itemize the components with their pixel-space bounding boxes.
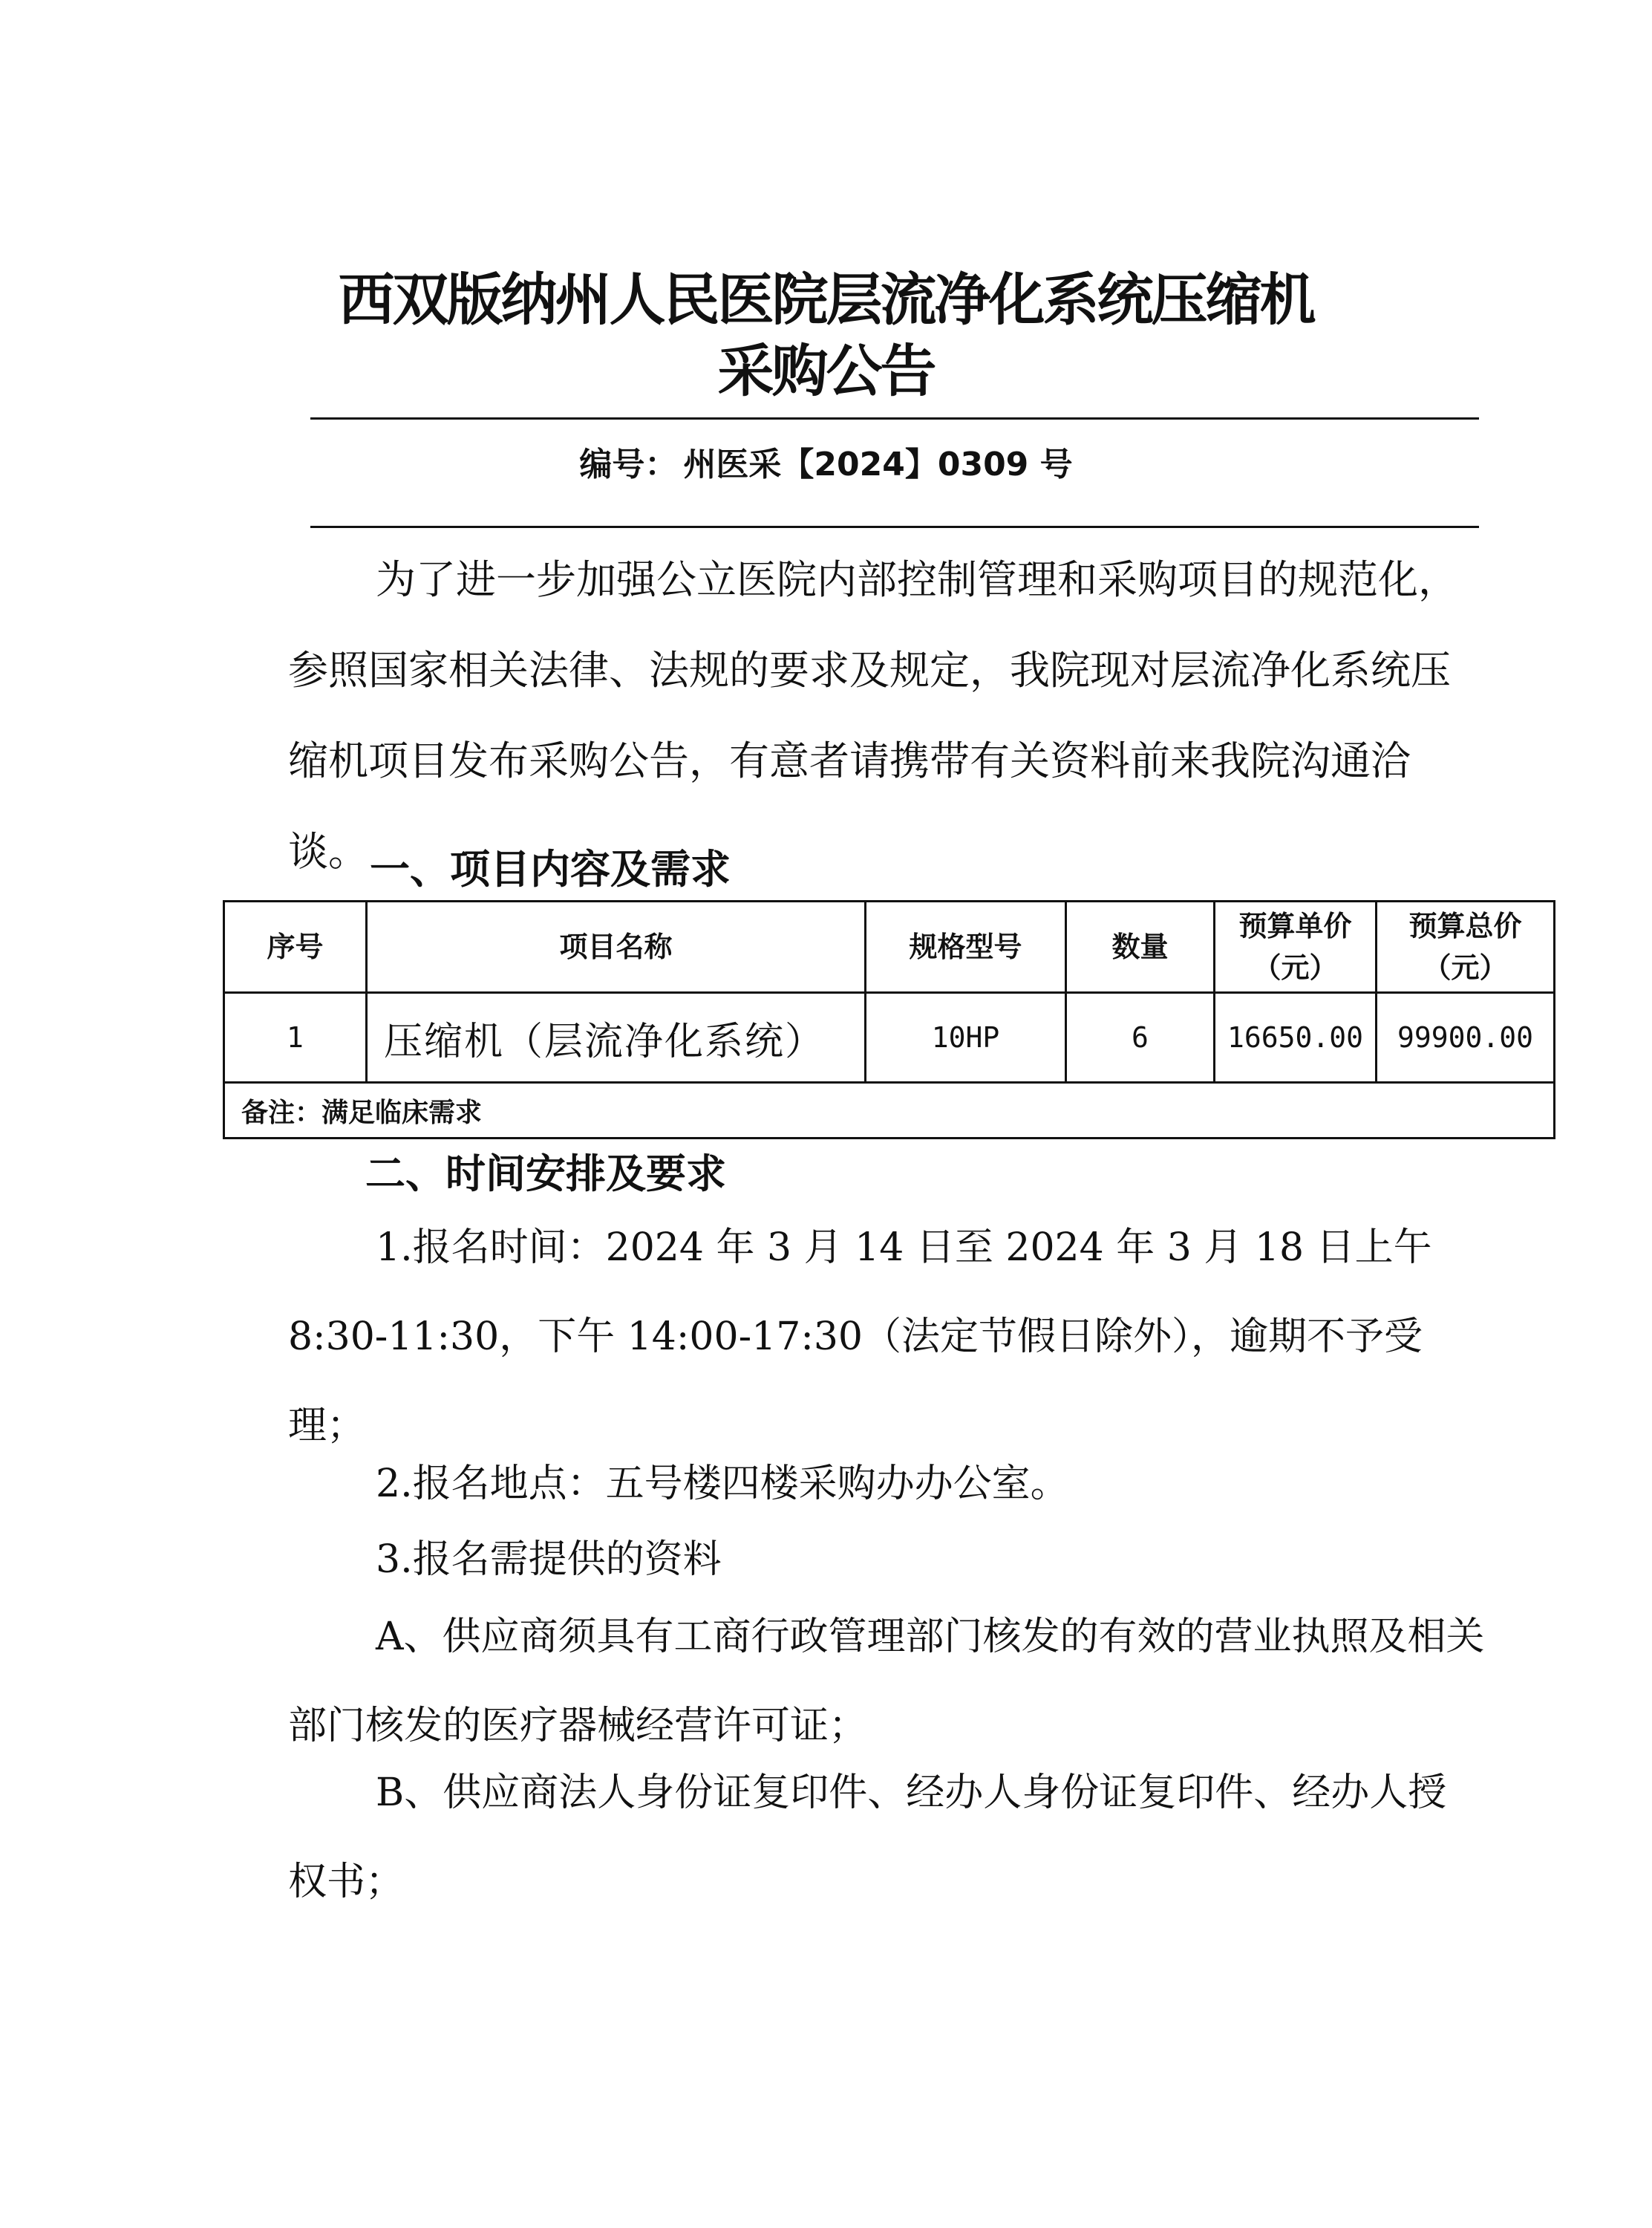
col-header-quantity: 数量 (1066, 902, 1215, 993)
procurement-table (223, 900, 1555, 1139)
document-title-line-1: 西双版纳州人民医院层流净化系统压缩机 (338, 267, 1314, 333)
section-1-heading: 一、项目内容及需求 (370, 846, 731, 893)
requirement-item-3: 3.报名需提供的资料 (376, 1537, 722, 1582)
requirement-item-2: 2.报名地点：五号楼四楼采购办办公室。 (376, 1462, 1069, 1506)
cell-item-name: 压缩机（层流净化系统） (367, 993, 866, 1083)
requirement-item-b: B、供应商法人身份证复印件、经办人身份证复印件、经办人授权书； (288, 1771, 1447, 1904)
requirement-item-1: 1.报名时间：2024 年 3 月 14 日至 2024 年 3 月 18 日上午 8:30-11:30，下午 14:00-17:30（法定节假日除外），逾期不予受理； (288, 1225, 1432, 1448)
document-number (0, 441, 1652, 489)
table-header-row (224, 902, 1555, 993)
cell-unit-budget: 16650.00 (1215, 993, 1377, 1083)
table-row (224, 993, 1555, 1083)
cell-total-budget: 99900.00 (1377, 993, 1555, 1083)
col-header-total-budget: 预算总价（元） (1377, 902, 1555, 993)
title-divider-bottom (310, 526, 1479, 528)
requirement-item-a: A、供应商须具有工商行政管理部门核发的有效的营业执照及相关部门核发的医疗器械经营许可证； (288, 1615, 1485, 1748)
document-title-line-2: 采购公告 (717, 338, 935, 404)
cell-spec: 10HP (866, 993, 1066, 1083)
table-note-row (224, 1083, 1555, 1139)
table-note: 备注：满足临床需求 (224, 1083, 1555, 1139)
document-number-value: 州医采【2024】0309 号 (683, 446, 1073, 483)
intro-paragraph: 为了进一步加强公立医院内部控制管理和采购项目的规范化，参照国家相关法律、法规的要求及规定，我院现对层流净化系统压缩机项目发布采购公告，有意者请携带有关资料前来我院沟通洽谈。 (288, 556, 1458, 875)
col-header-index: 序号 (224, 902, 367, 993)
cell-index: 1 (224, 993, 367, 1083)
cell-quantity: 6 (1066, 993, 1215, 1083)
document-number-label: 编号： (579, 446, 678, 483)
col-header-spec: 规格型号 (866, 902, 1066, 993)
title-divider-top (310, 417, 1479, 420)
col-header-item-name: 项目名称 (367, 902, 866, 993)
col-header-unit-budget: 预算单价（元） (1215, 902, 1377, 993)
section-2-heading: 二、时间安排及要求 (365, 1150, 726, 1197)
